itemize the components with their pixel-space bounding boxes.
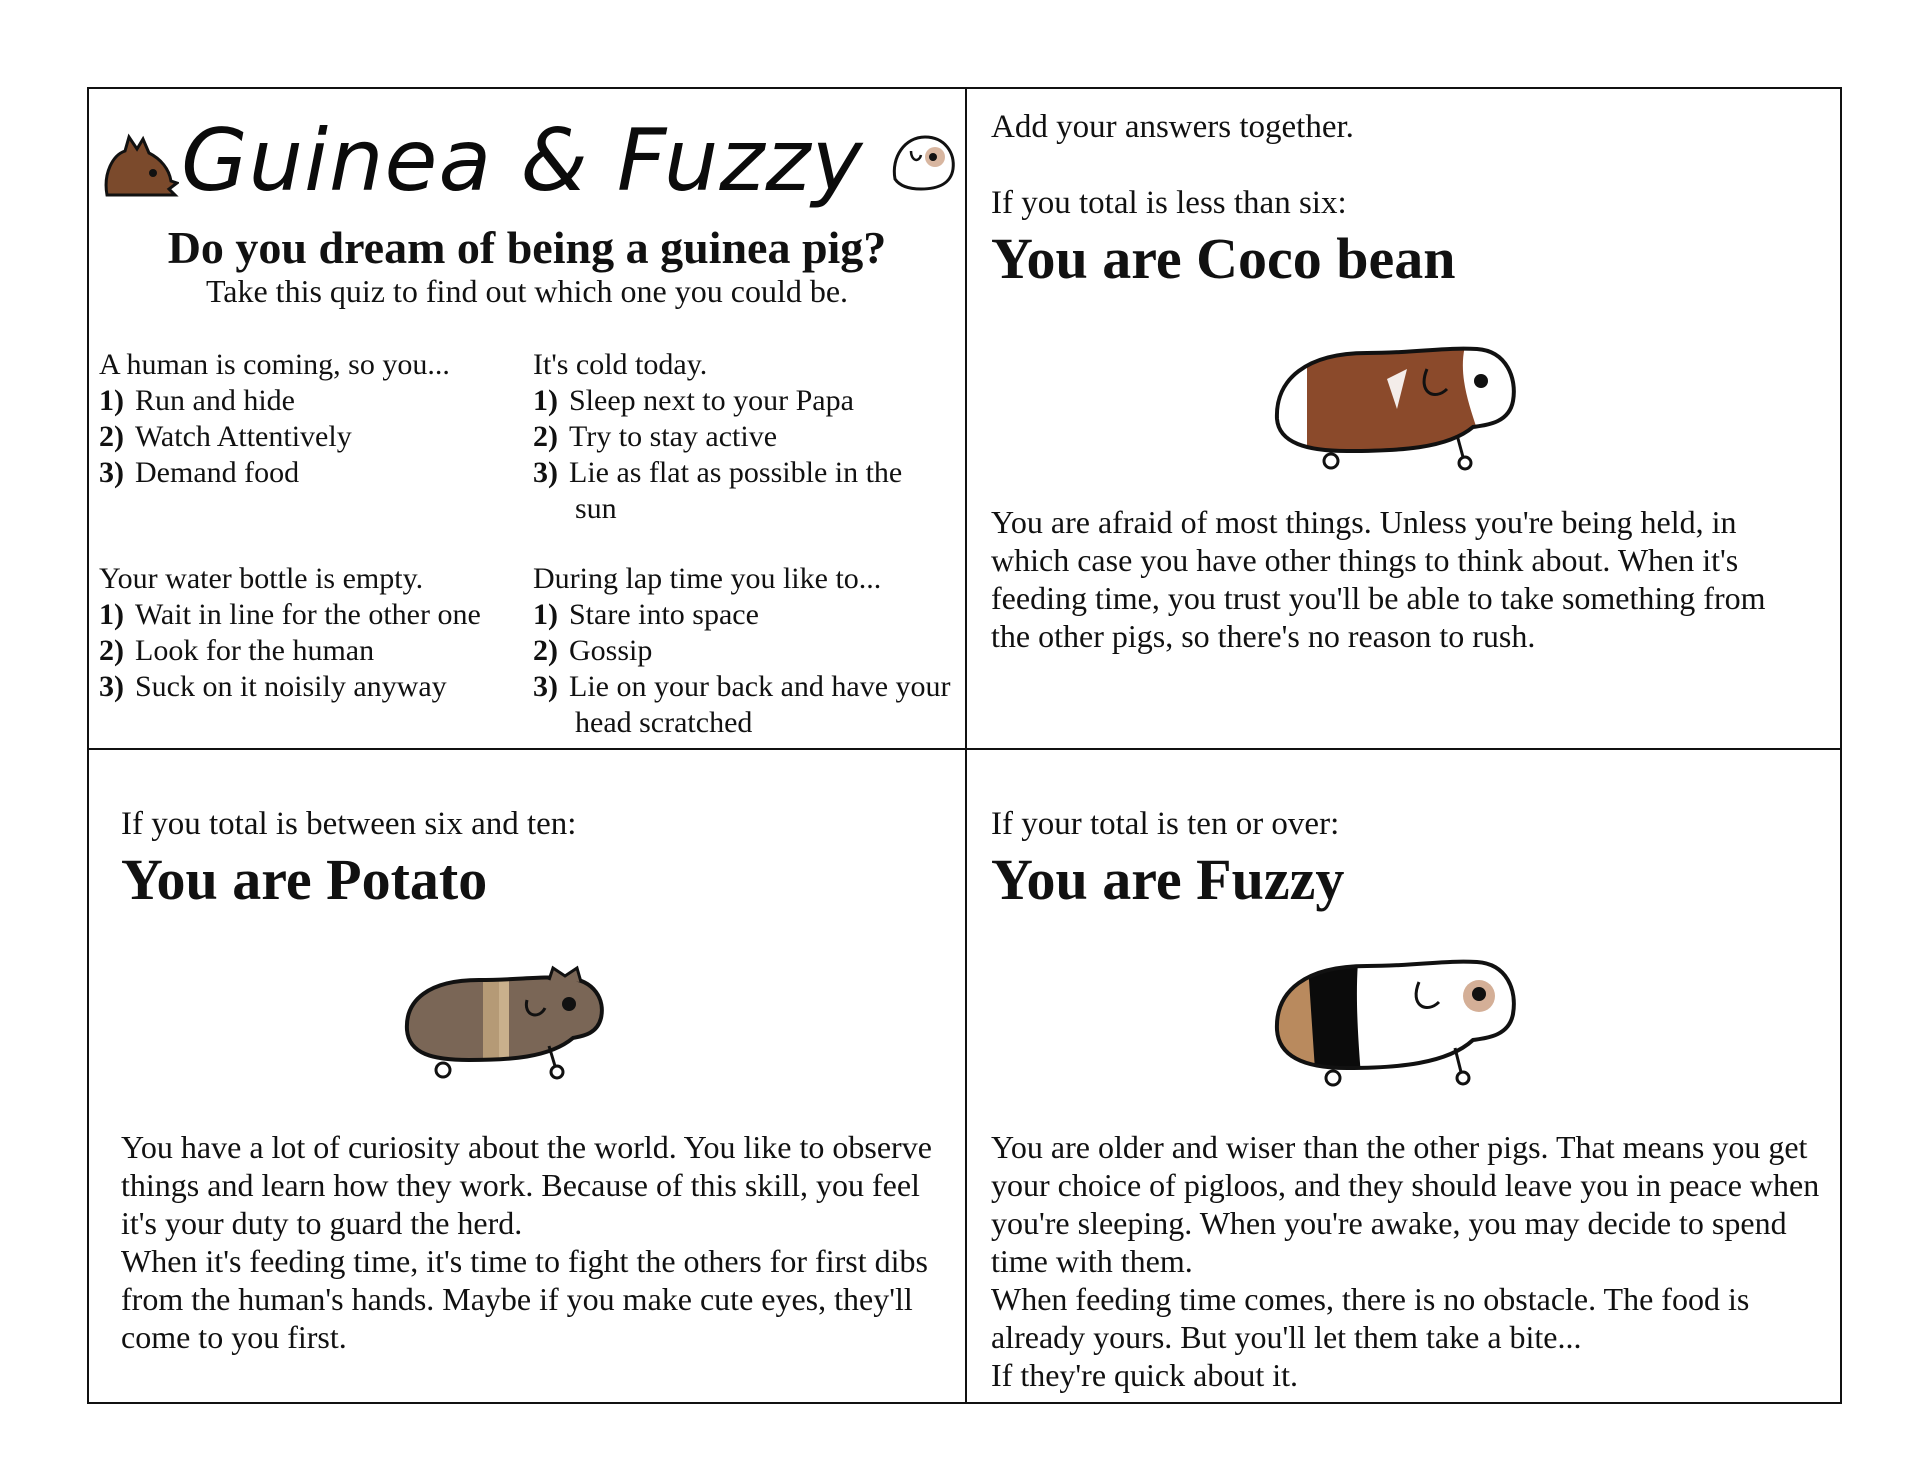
- answer-number: 1): [99, 598, 124, 631]
- answer-text: Run and hide: [135, 384, 295, 417]
- answer-option: [99, 597, 526, 633]
- answer-text: Stare into space: [569, 598, 759, 631]
- answer-text: Suck on it noisily anyway: [135, 670, 447, 703]
- coco-heading: You are Coco bean: [991, 226, 1456, 291]
- answer-option: [99, 669, 519, 705]
- answer-number: 3): [533, 670, 558, 703]
- fuzzy-description-3: If they're quick about it.: [991, 1357, 1298, 1393]
- question-text: During lap time you like to...: [533, 562, 882, 595]
- answer-option: [99, 633, 519, 669]
- coco-condition: If you total is less than six:: [991, 185, 1347, 221]
- answer-number: 2): [99, 420, 124, 453]
- fuzzy-guinea-pig-icon: [1267, 950, 1527, 1100]
- answer-text: Sleep next to your Papa: [569, 384, 854, 417]
- answer-text: Look for the human: [135, 634, 375, 667]
- white-pig-head-icon: [889, 127, 959, 197]
- potato-description-1: You have a lot of curiosity about the world. You like to observe things and learn how they work. Because of this skill, you feel it's your duty to guard the herd.: [121, 1129, 932, 1241]
- question-text: A human is coming, so you...: [99, 348, 450, 381]
- answer-text: Try to stay active: [569, 420, 778, 453]
- question-text: It's cold today.: [533, 348, 708, 381]
- fuzzy-description-1: You are older and wiser than the other pigs. That means you get your choice of pigloos, and they should leave you in peace when you're sleeping. When you're awake, you may decide to spend time with them.: [991, 1129, 1820, 1279]
- potato-description-2: When it's feeding time, it's time to fight the others for first dibs from the human's hands. Maybe if you make cute eyes, they'll come to you first.: [121, 1243, 928, 1355]
- results-intro: Add your answers together.: [991, 109, 1354, 145]
- answer-number: 1): [533, 384, 558, 417]
- answer-number: 3): [99, 456, 124, 489]
- quiz-sheet: [87, 87, 1842, 1404]
- answer-number: 2): [533, 634, 558, 667]
- answer-option: [533, 633, 953, 669]
- question-1: [99, 347, 519, 491]
- answer-option: [533, 419, 953, 455]
- answer-text: Demand food: [135, 456, 300, 489]
- coco-guinea-pig-icon: [1267, 339, 1527, 479]
- result-fuzzy-panel: [967, 750, 1842, 1404]
- fuzzy-condition: If your total is ten or over:: [991, 806, 1340, 842]
- answer-number: 3): [99, 670, 124, 703]
- answer-number: 2): [99, 634, 124, 667]
- potato-condition: If you total is between six and ten:: [121, 806, 577, 842]
- potato-description: [121, 1128, 951, 1356]
- answer-text: Lie as flat as possible in the sun: [569, 456, 903, 525]
- answer-number: 2): [533, 420, 558, 453]
- brown-pig-head-icon: [99, 133, 179, 213]
- answer-option: [533, 383, 953, 419]
- answer-number: 3): [533, 456, 558, 489]
- fuzzy-description-2: When feeding time comes, there is no obstacle. The food is already yours. But you'll let them take a bite...: [991, 1281, 1750, 1355]
- answer-text: Watch Attentively: [135, 420, 352, 453]
- question-4: [533, 561, 953, 741]
- answer-option: [99, 383, 519, 419]
- answer-number: 1): [99, 384, 124, 417]
- question-3: [99, 561, 519, 705]
- quiz-panel: [89, 89, 965, 748]
- answer-option: [99, 455, 519, 491]
- logo-text: Guinea & Fuzzy: [181, 111, 864, 211]
- result-potato-panel: [89, 750, 965, 1404]
- quiz-subtitle: Take this quiz to find out which one you could be.: [205, 273, 849, 309]
- fuzzy-description: [991, 1128, 1821, 1394]
- question-text: Your water bottle is empty.: [99, 562, 424, 595]
- fuzzy-heading: You are Fuzzy: [991, 847, 1345, 912]
- result-coco-panel: [967, 89, 1842, 748]
- answer-text: Gossip: [569, 634, 653, 667]
- answer-option: [533, 669, 985, 741]
- answer-text: Wait in line for the other one: [135, 598, 481, 631]
- answer-option: [533, 597, 953, 633]
- coco-description: You are afraid of most things. Unless you're being held, in which case you have other things to think about. When it's feeding time, you trust you'll be able to take something from the other pigs, so there's no reason to rush.: [991, 504, 1766, 654]
- answer-option: [533, 455, 915, 527]
- potato-heading: You are Potato: [121, 847, 488, 912]
- answer-number: 1): [533, 598, 558, 631]
- potato-guinea-pig-icon: [399, 960, 619, 1090]
- logo: [99, 111, 959, 229]
- quiz-title: Do you dream of being a guinea pig?: [167, 222, 887, 273]
- question-2: [533, 347, 953, 527]
- answer-option: [99, 419, 519, 455]
- answer-text: Lie on your back and have your head scratched: [569, 670, 951, 739]
